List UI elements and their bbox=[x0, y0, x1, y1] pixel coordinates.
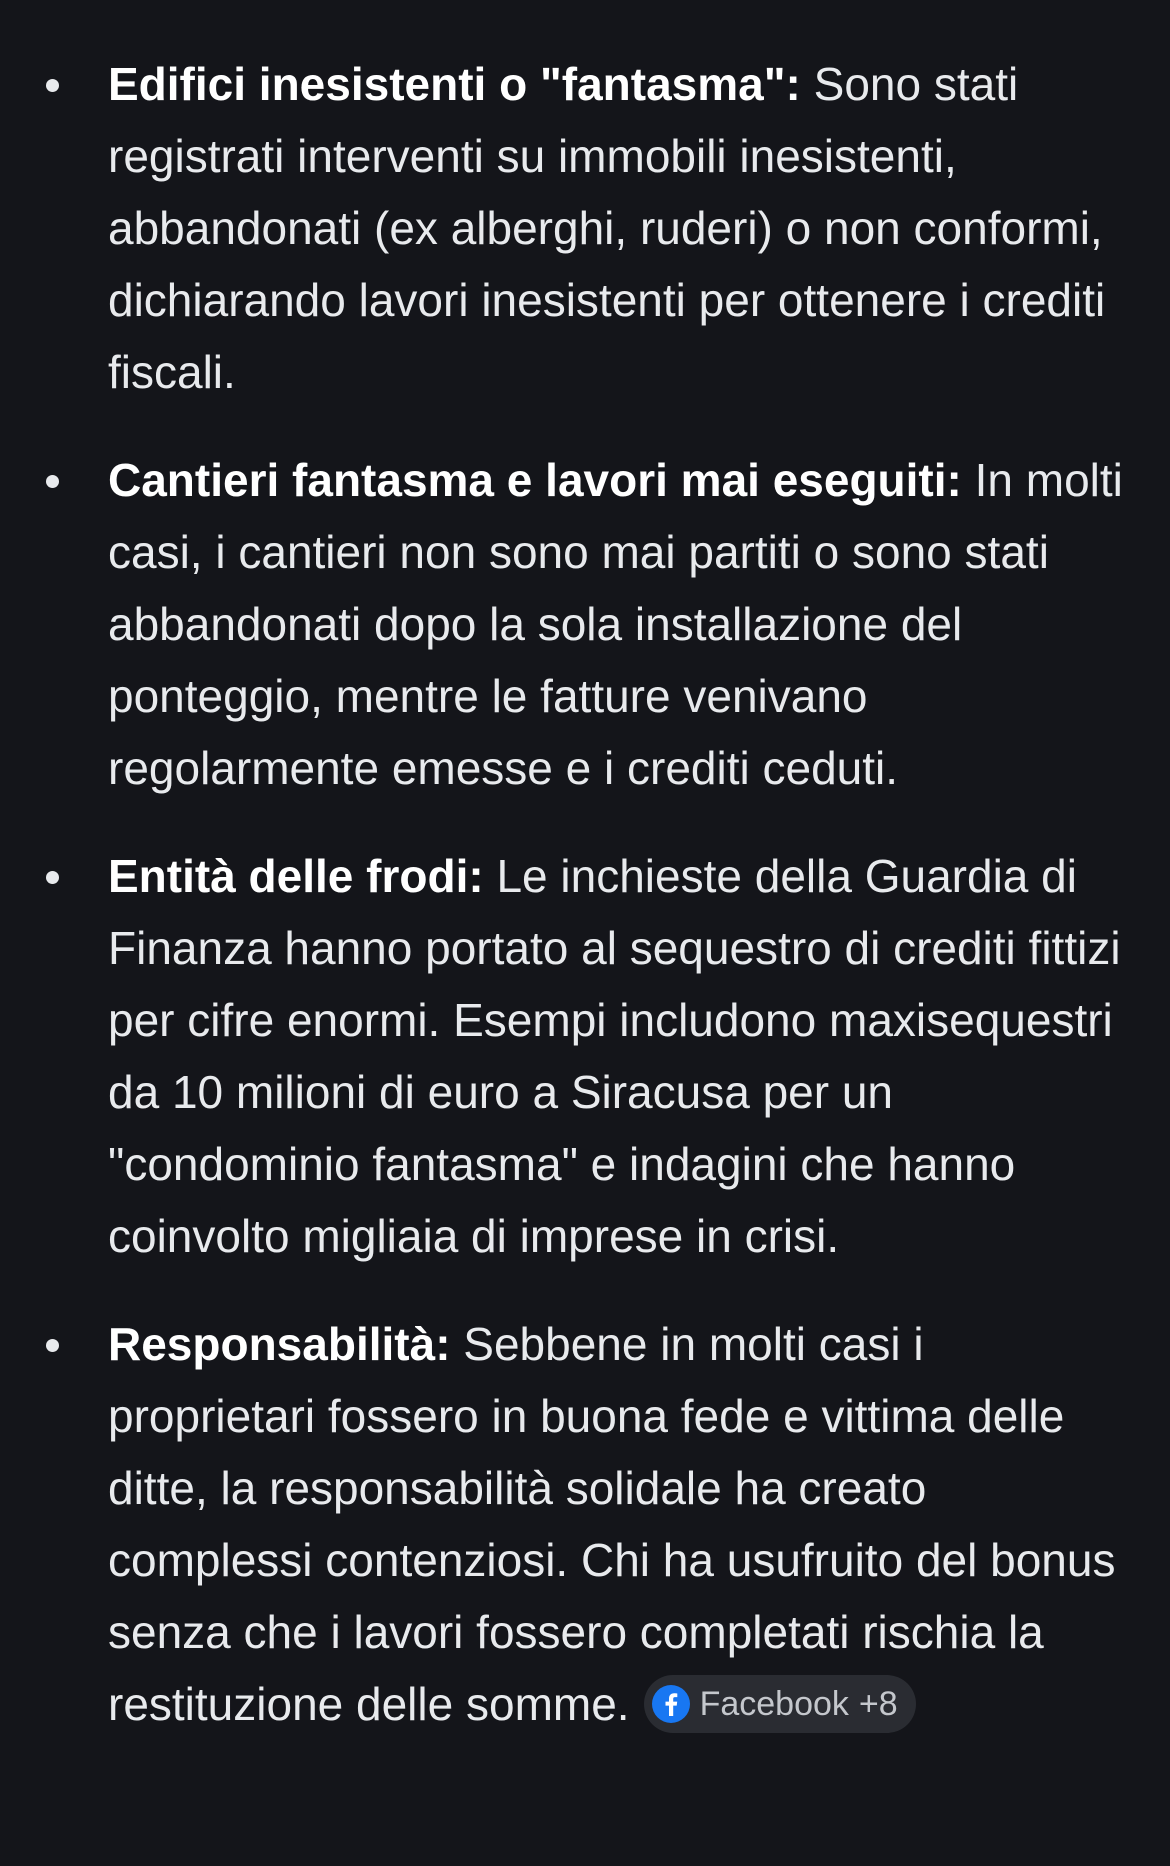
facebook-icon bbox=[652, 1685, 690, 1723]
source-chip-count: +8 bbox=[858, 1684, 898, 1723]
item-heading: Entità delle frodi: bbox=[108, 850, 484, 902]
list-item bbox=[0, 840, 1130, 1272]
item-heading: Cantieri fantasma e lavori mai eseguiti: bbox=[108, 454, 962, 506]
list-item bbox=[0, 1308, 1130, 1740]
item-text: In molti casi, i cantieri non sono mai partiti o sono stati abbandonati dopo la sola installazione del ponteggio, mentre le fatture venivano regolarmente emesse e i crediti ceduti. bbox=[108, 454, 1123, 794]
item-heading: Responsabilità: bbox=[108, 1318, 451, 1370]
bullet-icon bbox=[46, 475, 59, 488]
list-item bbox=[0, 48, 1130, 408]
bullet-icon bbox=[46, 1339, 59, 1352]
list-item bbox=[0, 444, 1130, 804]
item-heading: Edifici inesistenti o "fantasma": bbox=[108, 58, 801, 110]
source-chip-label: Facebook bbox=[699, 1684, 849, 1723]
bullet-icon bbox=[46, 79, 59, 92]
bullet-icon bbox=[46, 871, 59, 884]
source-chip-button[interactable] bbox=[644, 1675, 916, 1733]
item-text: Sono stati registrati interventi su immobili inesistenti, abbandonati (ex alberghi, ruderi) o non conformi, dichiarando lavori inesistenti per ottenere i crediti fiscali. bbox=[108, 58, 1106, 398]
item-text: Le inchieste della Guardia di Finanza hanno portato al sequestro di crediti fittizi per cifre enormi. Esempi includono maxisequestri da 10 milioni di euro a Siracusa per un "condominio fantasma" e indagini che hanno coinvolto migliaia di imprese in crisi. bbox=[108, 850, 1121, 1262]
item-text: Sebbene in molti casi i proprietari fossero in buona fede e vittima delle ditte, la responsabilità solidale ha creato complessi contenziosi. Chi ha usufruito del bonus senza che i lavori fossero completati rischia la restituzione delle somme. bbox=[108, 1318, 1116, 1730]
